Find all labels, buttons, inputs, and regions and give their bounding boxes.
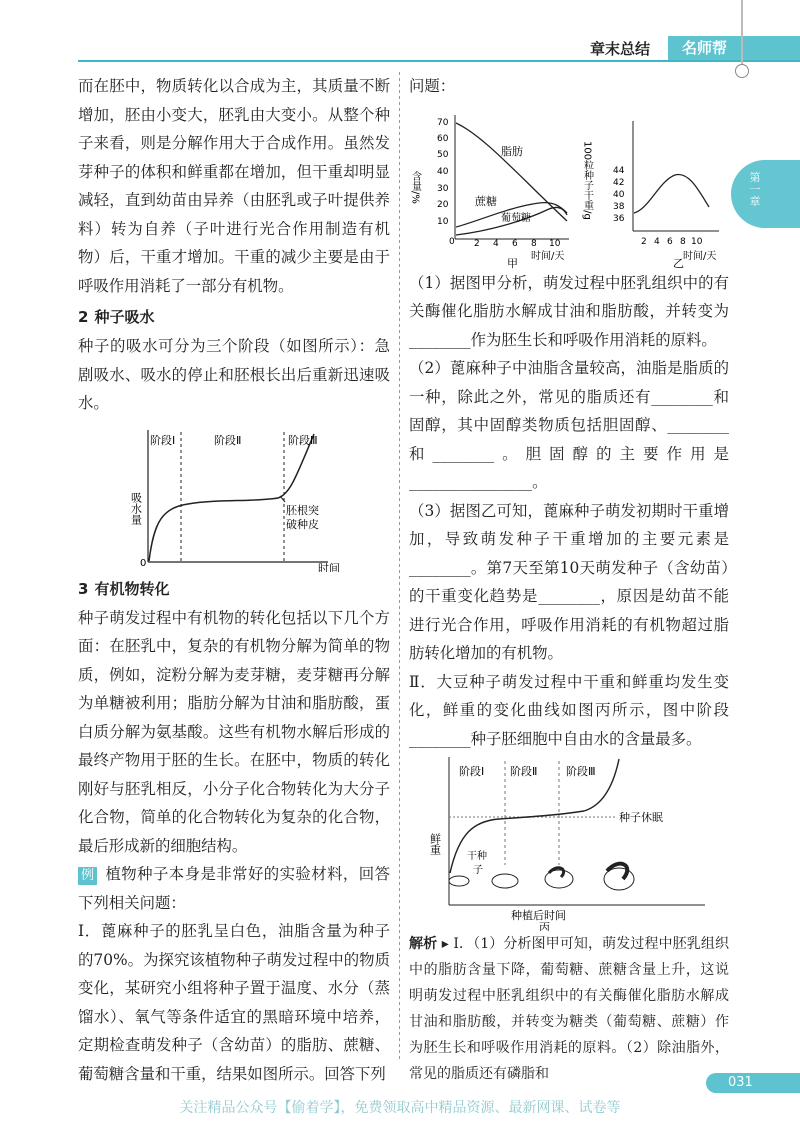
y-ticks	[613, 166, 625, 224]
dry-weight-curve	[634, 174, 709, 213]
charts-jia-yi	[409, 101, 729, 269]
y-tick: 0	[449, 236, 455, 247]
y-tick: 44	[613, 165, 625, 176]
x-tick: 2	[474, 238, 480, 249]
x-axis-label: 时间/天	[683, 250, 717, 262]
annotation: 胚根突	[286, 503, 319, 517]
column-divider	[399, 72, 400, 1062]
section-title: 种子吸水	[94, 308, 155, 326]
y-axis-label: 吸水量	[129, 491, 143, 525]
annotation: 破种皮	[286, 517, 319, 531]
chart-bing-figure	[409, 753, 729, 931]
dormancy-label: 种子休眠	[619, 811, 663, 824]
fat-curve	[456, 123, 567, 221]
section-title: 有机物转化	[94, 579, 170, 598]
y-tick: 60	[437, 133, 449, 144]
water-uptake-chart	[78, 422, 390, 572]
brand-label: 名师帮	[668, 36, 800, 60]
x-axis-label: 时间	[318, 561, 340, 572]
section-heading	[78, 576, 390, 602]
question-4: Ⅱ．大豆种子萌发过程中干重和鲜重均发生变化，鲜重的变化曲线如图丙所示，图中阶段________种子胚细胞中自由水的含量最多。	[409, 672, 729, 748]
section-number: 2	[78, 308, 89, 326]
page-header	[0, 36, 800, 62]
analysis-text: Ⅰ．（1）分析图甲可知，萌发过程中胚乳组织中的脂肪含量下降，葡萄糖、蔗糖含量上升，这说明萌发过程中胚乳组织中的有关酶催化脂肪水解成甘油和脂肪酸，并转变为糖类（葡萄糖、蔗糖）作为胚生长和呼吸作用消耗的原料。（2）除油脂外，常见的脂质还有磷脂和	[409, 936, 729, 1082]
x-ticks	[641, 237, 703, 247]
y-ticks	[437, 118, 455, 247]
x-ticks	[474, 239, 561, 249]
water-uptake-figure	[78, 422, 390, 572]
section-number: 3	[78, 579, 89, 598]
question-1: （1）据图甲分析，萌发过程中胚乳组织中的有关酶催化脂肪水解成甘油和脂肪酸，并转变为________作为胚生长和呼吸作用消耗的原料。	[409, 273, 729, 349]
x-tick: 6	[512, 238, 518, 249]
header-rule	[78, 60, 800, 62]
chart-bing	[409, 753, 729, 931]
right-column	[409, 72, 729, 1087]
y-tick: 50	[437, 149, 449, 160]
paragraph: 种子萌发过程中有机物的转化包括以下几个方面：在胚乳中，复杂的有机物分解为简单的物质，例如，淀粉分解为麦芽糖，麦芽糖再分解为单糖被利用；脂肪分解为甘油和脂肪酸，蛋白质分解为氨基酸。这些有机物水解后形成的最终产物用于胚的生长。在胚中，物质的转化刚好与胚乳相反，小分子化合物转化为大分子化合物，简单的化合物转化为复杂的化合物，最后形成新的细胞结构。	[78, 608, 390, 855]
fat-label: 脂肪	[501, 144, 523, 158]
chapter-side-tab	[731, 160, 800, 228]
sucrose-label: 蔗糖	[475, 194, 497, 208]
question-3: （3）据图乙可知，蓖麻种子萌发初期时干重增加，导致萌发种子干重增加的主要元素是________。第7天至第10天萌发种子（含幼苗）的干重变化趋势是________，原因是幼苗不能进行光合作用，呼吸作用消耗的有机物超过脂肪转化增加的有机物。	[409, 501, 729, 662]
y-tick: 70	[437, 117, 449, 128]
example-tag: 例	[78, 867, 97, 885]
chart-jia	[410, 115, 570, 269]
stage-label: 阶段Ⅲ	[288, 433, 318, 447]
paragraph: 问题：	[409, 77, 456, 95]
answer-analysis: 解析 ▸ Ⅰ．（1）分析图甲可知，萌发过程中胚乳组织中的脂肪含量下降，葡萄糖、蔗糖含量上升，这说明萌发过程中胚乳组织中的有关酶催化脂肪水解成甘油和脂肪酸，并转变为糖类（葡萄糖、蔗糖）作为胚生长和呼吸作用消耗的原料。（2）除油脂外，常见的脂质还有磷脂和	[409, 936, 729, 1082]
chart-caption: 丙	[539, 921, 550, 931]
stage-label: 阶段Ⅰ	[459, 765, 485, 778]
seed-icon	[492, 874, 518, 888]
y-tick: 10	[437, 216, 449, 227]
seed-label: 子	[473, 865, 483, 876]
x-tick: 8	[531, 238, 537, 249]
chart-jia-yi-svg	[409, 101, 729, 269]
y-axis-label: 100粒种子干重/g	[581, 140, 593, 220]
chart-yi	[582, 121, 720, 269]
x-axis-label: 时间/天	[531, 250, 565, 262]
x-tick: 4	[493, 238, 499, 249]
seed-icon	[449, 876, 469, 886]
stage-label: 阶段Ⅲ	[566, 765, 596, 778]
y-tick: 20	[437, 199, 449, 210]
y-axis-label: 含量/%	[409, 170, 421, 204]
stage-label: 阶段Ⅰ	[150, 433, 176, 447]
x-tick: 2	[641, 236, 647, 247]
side-tab-label: 第一章	[749, 171, 761, 208]
paragraph: 而在胚中，物质转化以合成为主，其质量不断增加，胚由小变大，胚乳由大变小。从整个种子来看，则是分解作用大于合成作用。虽然发芽种子的体积和鲜重都在增加，但干重却明显减轻，直到幼苗由异养（由胚乳或子叶提供养料）转为自养（子叶进行光合作用制造有机物）后，干重才增加。干重的减少主要是由于呼吸作用消耗了一部分有机物。	[78, 77, 390, 295]
analysis-label: 解析	[409, 936, 438, 952]
footer-watermark: 关注精品公众号【偷着学】，免费领取高中精品资源、最新网课、试卷等	[179, 1100, 621, 1116]
example-text: 植物种子本身是非常好的实验材料，回答下列相关问题：	[78, 865, 390, 912]
lightbulb-icon	[735, 64, 749, 78]
x-axis-label: 种植后时间	[511, 909, 566, 922]
y-tick: 36	[613, 213, 625, 224]
chapter-title: 章末总结	[590, 40, 651, 58]
x-tick: 8	[680, 236, 686, 247]
y-tick: 30	[437, 183, 449, 194]
x-tick: 10	[549, 238, 561, 249]
x-tick: 4	[654, 236, 660, 247]
y-tick: 40	[437, 166, 449, 177]
stage-label: 阶段Ⅱ	[214, 433, 242, 447]
y-axis-label: 鲜重	[428, 833, 442, 855]
origin-label: 0	[140, 557, 147, 569]
y-tick: 42	[613, 177, 625, 188]
section-heading	[78, 304, 390, 330]
water-uptake-curve	[149, 434, 314, 561]
y-tick: 38	[613, 201, 625, 212]
chart-caption: 甲	[507, 256, 518, 269]
left-column	[78, 72, 390, 1088]
stage-label: 阶段Ⅱ	[510, 765, 538, 778]
page-number: 031	[706, 1073, 800, 1093]
example-paragraph	[78, 860, 390, 917]
chart-caption: 乙	[673, 256, 684, 269]
paragraph: 种子的吸水可分为三个阶段（如图所示）：急剧吸水、吸水的停止和胚根长出后重新迅速吸水。	[78, 337, 390, 412]
question-2: （2）蓖麻种子中油脂含量较高，油脂是脂质的一种，除此之外，常见的脂质还有________和固醇，其中固醇类物质包括胆固醇、________和________。胆固醇的主要作用是________________。	[409, 359, 729, 491]
y-tick: 40	[613, 189, 625, 200]
x-tick: 10	[691, 236, 703, 247]
glucose-label: 葡萄糖	[501, 212, 531, 224]
seed-label: 干种	[467, 851, 487, 862]
lamp-cord	[741, 0, 743, 66]
paragraph: Ⅰ．蓖麻种子的胚乳呈白色，油脂含量为种子的70%。为探究该植物种子萌发过程中的物质变化，某研究小组将种子置于温度、水分（蒸馏水）、氧气等条件适宜的黑暗环境中培养，定期检查萌发种子（含幼苗）的脂肪、蔗糖、葡萄糖含量和干重，结果如图所示。回答下列	[78, 922, 390, 1083]
x-tick: 6	[667, 236, 673, 247]
